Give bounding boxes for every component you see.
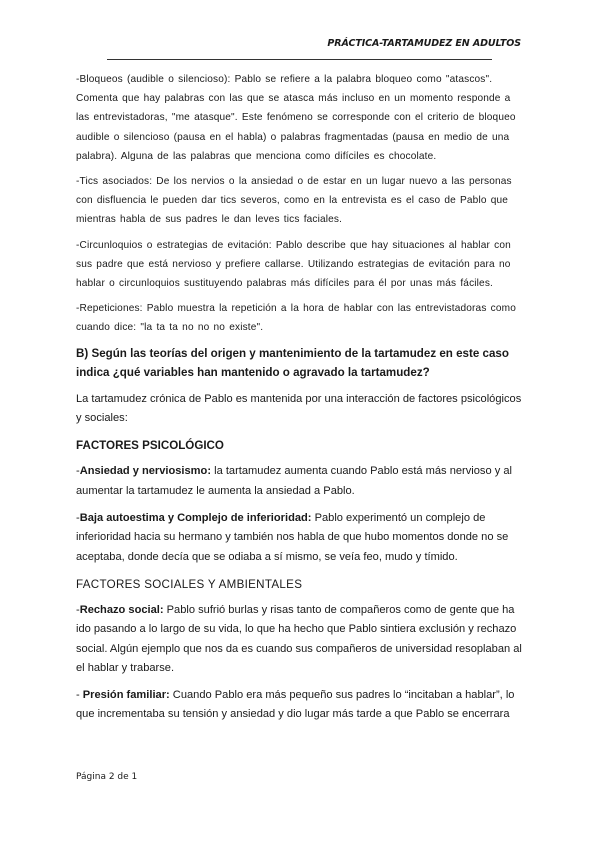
paragraph-tics: -Tics asociados: De los nervios o la ansiedad o de estar en un lugar nuevo a las personas con disfluencia le pueden dar tics severos, como en la entrevista es el caso de Pablo que mientras habla de sus padres le dan leves tics faciales. (76, 176, 512, 226)
header-rule (107, 59, 492, 60)
section-heading-social: FACTORES SOCIALES Y AMBIENTALES (76, 577, 303, 591)
item-rechazo-text: Pablo sufrió burlas y risas tanto de compañeros como de gente que ha ido pasando a lo largo de su vida, lo que ha hecho que Pablo sintiera exclusión y rechazo social. Algún ejemplo que nos da es cuando sus compañeros de universidad resoplaban al el hablar y trabarse. (76, 603, 522, 674)
intro-paragraph: La tartamudez crónica de Pablo es mantenida por una interacción de factores psicológicos y sociales: (76, 392, 522, 425)
item-autoestima-label: Baja autoestima y Complejo de inferioridad: (79, 512, 312, 525)
page-content (76, 70, 526, 733)
header-title: PRÁCTICA-TARTAMUDEZ EN ADULTOS (327, 38, 521, 49)
item-rechazo-label: Rechazo social: (79, 603, 164, 616)
item-ansiedad-label: Ansiedad y nerviosismo: (79, 465, 212, 478)
item-rechazo: -Rechazo social: Pablo sufrió burlas y risas tanto de compañeros como de gente que ha ido pasando a lo largo de su vida, lo que ha hecho que Pablo sintiera exclusión y rechazo social. Algún ejemplo que nos da es cuando sus compañeros de universidad resoplaban al el hablar y trabarse. (76, 603, 522, 674)
item-ansiedad: -Ansiedad y nerviosismo: la tartamudez aumenta cuando Pablo está más nervioso y al aumentar la tartamudez le aumenta la ansiedad a Pablo. (76, 465, 512, 497)
paragraph-bloqueos: -Bloqueos (audible o silencioso): Pablo se refiere a la palabra bloqueo como "atascos". Comenta que hay palabras con las que se atasca más incluso en un momento responde a las entrevistadoras, "me atasque". Este fenómeno se corresponde con el criterio de bloqueo audible o silencioso (pausa en el habla) o palabras fragmentadas (pausa en medio de una palabra). Alguna de las palabras que menciona como difíciles es chocolate. (76, 74, 516, 162)
item-presion-label: Presión familiar: (79, 689, 170, 702)
item-presion-text: Cuando Pablo era más pequeño sus padres lo “incitaban a hablar”, lo que incrementaba su tensión y ansiedad y dio lugar más tarde a que Pablo se encerrara (76, 689, 515, 721)
question-b: B) Según las teorías del origen y mantenimiento de la tartamudez en este caso indica ¿qué variables han mantenido o agravado la tartamudez? (76, 346, 509, 380)
item-ansiedad-text: la tartamudez aumenta cuando Pablo está más nervioso y al aumentar la tartamudez le aumenta la ansiedad a Pablo. (76, 465, 512, 497)
page-number: Página 2 de 1 (76, 772, 138, 782)
paragraph-repeticiones: -Repeticiones: Pablo muestra la repetición a la hora de hablar con las entrevistadoras como cuando dice: "la ta ta no no no existe". (76, 303, 516, 334)
paragraph-circunloquios: -Circunloquios o estrategias de evitación: Pablo describe que hay situaciones al hablar con sus padre que está nervioso y prefiere callarse. Utilizando estrategias de evitación para no hablar o circunloquios sustituyendo palabras más difíciles para él por unas más fáciles. (76, 239, 511, 290)
item-autoestima: -Baja autoestima y Complejo de inferioridad: Pablo experimentó un complejo de inferioridad hacia su hermano y también nos habla de que hubo momentos donde no se aceptaba, donde decía que se odiaba a sí mismo, se veía feo, mudo y tímido. (76, 512, 509, 563)
section-heading-psychological: FACTORES PSICOLÓGICO (76, 439, 224, 453)
item-presion: - Presión familiar: Cuando Pablo era más pequeño sus padres lo “incitaban a hablar”, lo que incrementaba su tensión y ansiedad y dio lugar más tarde a que Pablo se encerrara (76, 689, 515, 721)
item-autoestima-text: Pablo experimentó un complejo de inferioridad hacia su hermano y también nos habla de que hubo momentos donde no se aceptaba, donde decía que se odiaba a sí mismo, se veía feo, mudo y tímido. (76, 512, 509, 563)
